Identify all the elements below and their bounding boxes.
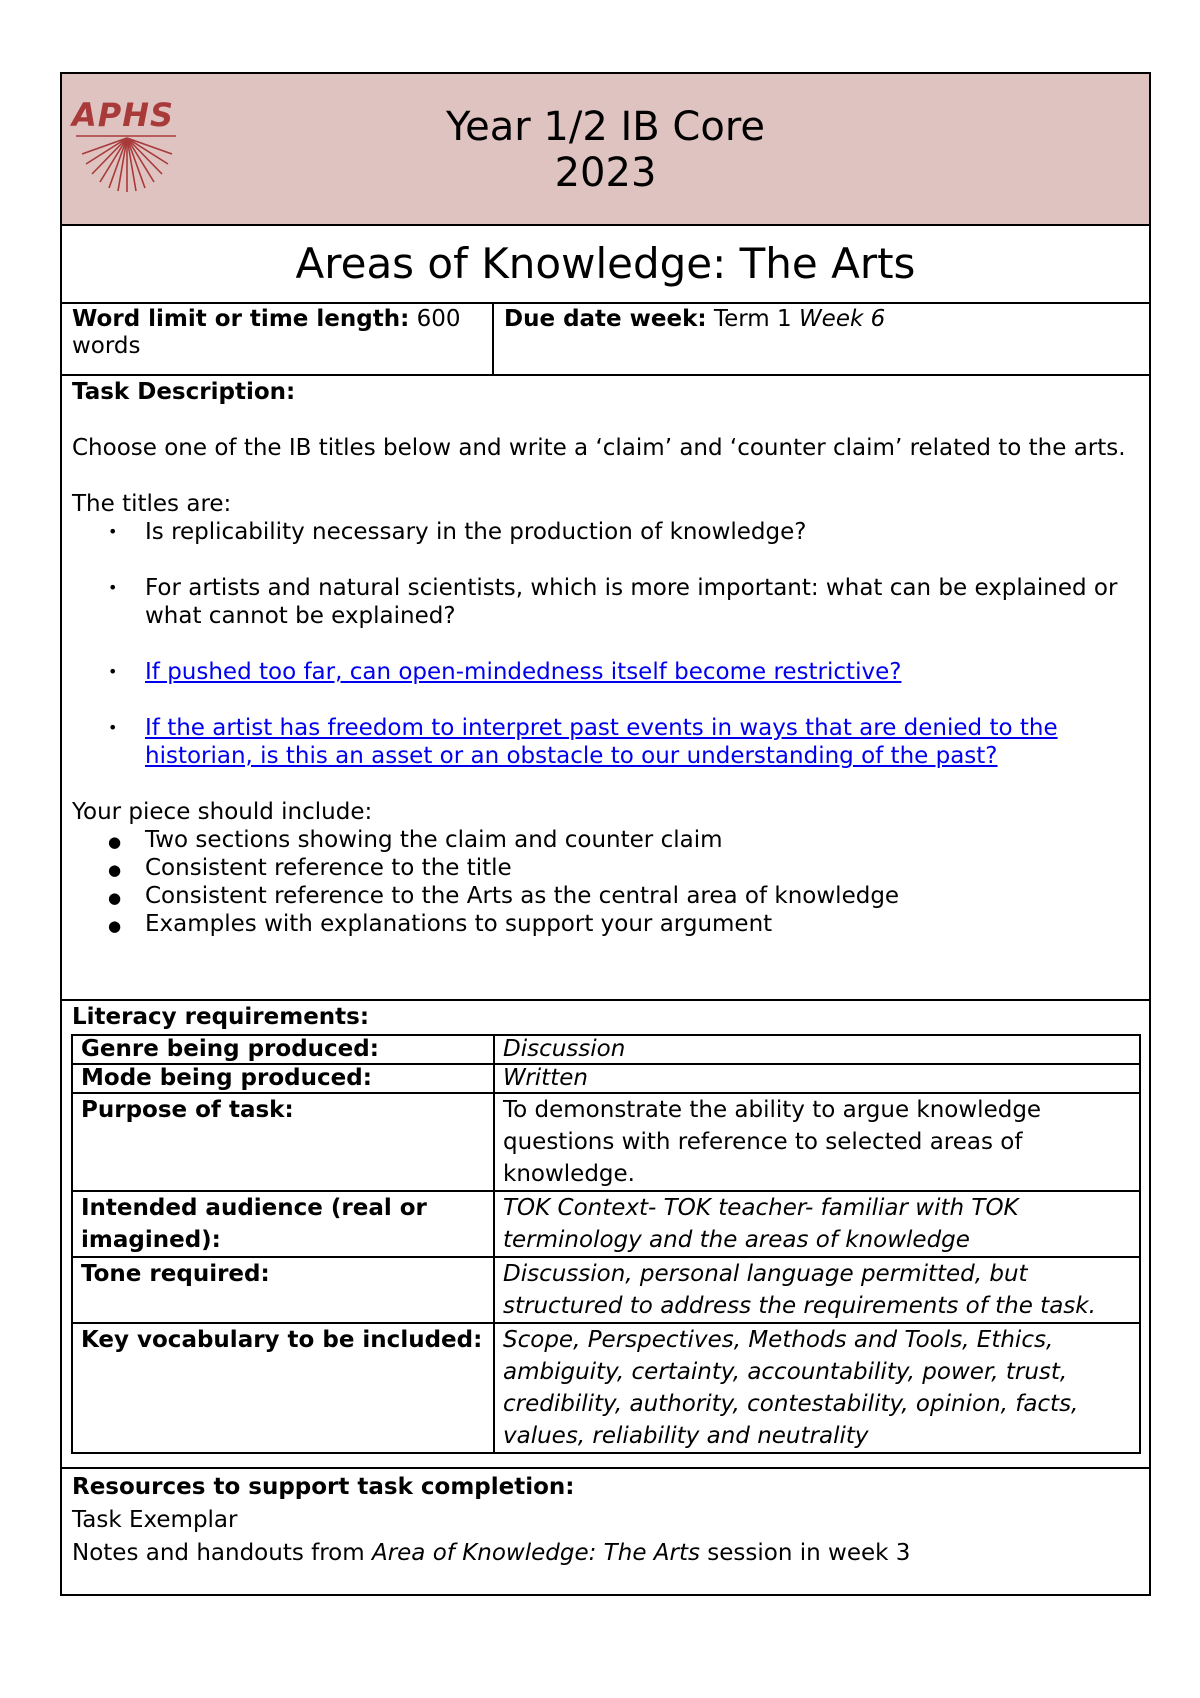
row-label: Tone required:: [72, 1257, 494, 1323]
row-label: Genre being produced:: [72, 1035, 494, 1064]
header-title-line2: 2023: [554, 150, 657, 196]
table-row: [72, 1323, 1140, 1453]
table-row: [72, 1257, 1140, 1323]
resource-notes-prefix: Notes and handouts from: [72, 1540, 365, 1566]
row-label: Mode being produced:: [72, 1064, 494, 1093]
resource-notes-suffix: session in week 3: [707, 1540, 911, 1566]
list-item: ● Consistent reference to the Arts as the central area of knowledge: [72, 882, 1139, 910]
table-row: [72, 1093, 1140, 1191]
word-limit-cell: [62, 304, 494, 374]
logo-text: APHS: [72, 96, 175, 134]
task-intro: Choose one of the IB titles below and write a ‘claim’ and ‘counter claim’ related to the arts.: [72, 435, 1126, 461]
include-intro: Your piece should include:: [72, 799, 373, 825]
literacy-heading: Literacy requirements:: [72, 1004, 370, 1030]
literacy-table: [71, 1034, 1141, 1454]
table-row: [72, 1064, 1140, 1093]
task-description: [62, 376, 1149, 1001]
title-text: For artists and natural scientists, which is more important: what can be explained or what cannot be explained?: [145, 575, 1118, 629]
header: [62, 74, 1149, 226]
list-item: ● Consistent reference to the title: [72, 854, 1139, 882]
titles-intro: The titles are:: [72, 491, 232, 517]
row-label: Purpose of task:: [72, 1093, 494, 1191]
table-row: [72, 1035, 1140, 1064]
list-item: [72, 658, 1139, 686]
due-week: Week 6: [798, 306, 886, 332]
resources: [62, 1469, 1149, 1594]
resource-notes: [72, 1537, 1139, 1570]
word-limit-value: 600 words: [72, 306, 461, 359]
header-title: [62, 104, 1149, 196]
table-row: [72, 1191, 1140, 1257]
title-text: Is replicability necessary in the production of knowledge?: [145, 519, 807, 545]
row-value: Written: [494, 1064, 1140, 1093]
row-value: To demonstrate the ability to argue knowledge questions with reference to selected areas of knowledge.: [494, 1093, 1140, 1191]
task-sheet: [60, 72, 1151, 1596]
list-item: [72, 574, 1139, 630]
task-heading: Task Description:: [72, 379, 296, 405]
resource-exemplar: Task Exemplar: [72, 1507, 238, 1533]
row-value: Discussion: [494, 1035, 1140, 1064]
title-link[interactable]: If the artist has freedom to interpret past events in ways that are denied to the historian, is this an asset or an obstacle to our understanding of the past?: [145, 715, 1058, 769]
page-title: Areas of Knowledge: The Arts: [62, 226, 1149, 304]
row-value: Discussion, personal language permitted, but structured to address the requirements of the task.: [494, 1257, 1140, 1323]
due-date-label: Due date week:: [504, 306, 707, 332]
task-meta: [62, 304, 1149, 376]
row-label: Key vocabulary to be included:: [72, 1323, 494, 1453]
list-item: [72, 714, 1139, 770]
list-item: ● Two sections showing the claim and counter claim: [72, 826, 1139, 854]
row-value: TOK Context- TOK teacher- familiar with TOK terminology and the areas of knowledge: [494, 1191, 1140, 1257]
row-label: Intended audience (real or imagined):: [72, 1191, 494, 1257]
list-item: [72, 518, 1139, 546]
due-term: Term 1: [713, 306, 792, 332]
header-title-line1: Year 1/2 IB Core: [445, 104, 766, 150]
due-date-cell: [494, 304, 1149, 374]
resource-notes-title: Area of Knowledge: The Arts: [371, 1540, 700, 1566]
title-link[interactable]: If pushed too far, can open-mindedness itself become restrictive?: [145, 659, 902, 685]
list-item: ● Examples with explanations to support your argument: [72, 910, 1139, 938]
row-value: Scope, Perspectives, Methods and Tools, Ethics, ambiguity, certainty, accountability, power, trust, credibility, authority, contestability, opinion, facts, values, reliability and neutrality: [494, 1323, 1140, 1453]
include-list: [72, 826, 1139, 938]
word-limit-label: Word limit or time length:: [72, 306, 410, 332]
literacy-requirements: [62, 1001, 1149, 1469]
resources-heading: Resources to support task completion:: [72, 1474, 575, 1500]
titles-list: [72, 518, 1139, 770]
